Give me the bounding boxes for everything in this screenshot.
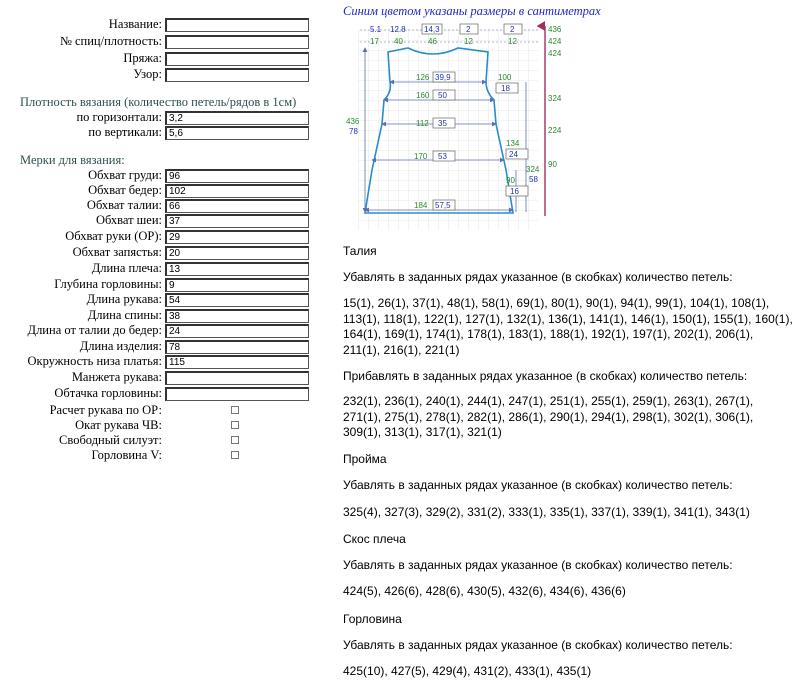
- instruction-values: 425(10), 427(5), 429(4), 431(2), 433(1), 435(1): [343, 664, 592, 678]
- shoulder-length-input[interactable]: 13: [165, 262, 309, 276]
- field-label: Длина от талии до бедер:: [27, 323, 162, 337]
- measure-row: [0, 245, 330, 260]
- stitch-label: 100: [498, 73, 512, 82]
- stitch-label: 126: [416, 73, 430, 82]
- sleeve-length-input[interactable]: 54: [165, 293, 309, 307]
- row-label: 324: [548, 94, 562, 103]
- field-label: Глубина горловины:: [54, 277, 162, 291]
- checkbox-row: [0, 448, 330, 463]
- hem-circumference-input[interactable]: 115: [165, 355, 309, 369]
- cm-label: 16: [510, 187, 519, 196]
- instruction-values: 325(4), 327(3), 329(2), 331(2), 333(1), 335(1), 337(1), 339(1), 341(1), 343(1): [343, 505, 750, 519]
- neckline-depth-input[interactable]: 9: [165, 278, 309, 292]
- measure-row: [0, 339, 330, 354]
- needles-input[interactable]: [165, 35, 309, 49]
- stitch-label: 134: [506, 139, 520, 148]
- row-label: 436: [548, 25, 562, 34]
- section-title-neckline: Горловина: [343, 612, 402, 626]
- waist-input[interactable]: 66: [165, 199, 309, 213]
- loose-fit-checkbox[interactable]: [231, 436, 239, 444]
- field-label: Обхват талии:: [86, 198, 162, 212]
- measure-row: [0, 354, 330, 369]
- instruction-text: Прибавлять в заданных рядах указанное (в скобках) количество петель:: [343, 369, 748, 383]
- field-yarn-row: [0, 51, 330, 66]
- stitch-label: 90: [506, 176, 515, 185]
- field-label: Обхват груди:: [88, 168, 162, 182]
- checkbox-row: [0, 433, 330, 448]
- field-label: Обхват руки (ОР):: [65, 229, 162, 243]
- density-horizontal-input[interactable]: 3,2: [165, 111, 309, 125]
- top-label: 12: [508, 37, 517, 46]
- measures-section-title: Мерки для вязания:: [20, 153, 125, 167]
- field-label: Обтачка горловины:: [54, 386, 162, 400]
- name-input[interactable]: [165, 18, 309, 32]
- sleeve-by-arm-checkbox[interactable]: [231, 406, 239, 414]
- dress-schematic: [338, 20, 568, 232]
- cm-label: 78: [349, 127, 358, 136]
- field-label: Пряжа:: [123, 51, 162, 65]
- row-label: 224: [548, 126, 562, 135]
- cm-label: 39,9: [435, 73, 451, 82]
- density-vertical-row: [0, 125, 330, 140]
- field-label: Свободный силуэт:: [59, 433, 162, 447]
- sleeve-cap-checkbox[interactable]: [231, 421, 239, 429]
- cm-label: 58: [529, 175, 538, 184]
- arm-input[interactable]: 29: [165, 230, 309, 244]
- field-label: Окружность низа платья:: [27, 354, 162, 368]
- measure-row: [0, 198, 330, 213]
- diagram-caption: Синим цветом указаны размеры в сантиметрах: [343, 4, 601, 18]
- stitch-label: 112: [416, 119, 429, 128]
- measure-row: [0, 277, 330, 292]
- cm-label: 35: [438, 119, 447, 128]
- field-pattern-row: [0, 67, 330, 82]
- instruction-values: 232(1), 236(1), 240(1), 244(1), 247(1), 251(1), 255(1), 259(1), 263(1), 267(1), 271(1), 275(1), 278(1), 282(1), 286(1), 290(1), 294(1), 298(1), 302(1), 306(1), 309(1), 313(1), 317(1), 321(1): [343, 394, 754, 439]
- pattern-input[interactable]: [165, 68, 309, 82]
- field-label: № спиц/плотность:: [59, 34, 162, 48]
- field-label: Длина изделия:: [79, 339, 162, 353]
- checkbox-row: [0, 403, 330, 418]
- top-label: 12.8: [390, 25, 406, 34]
- section-title-shoulder: Скос плеча: [343, 532, 406, 546]
- field-label: Окат рукава ЧВ:: [75, 418, 162, 432]
- cm-label: 50: [438, 91, 447, 100]
- hips-input[interactable]: 102: [165, 184, 309, 198]
- field-label: Название:: [108, 17, 162, 31]
- stitch-label: 324: [526, 165, 540, 174]
- neck-input[interactable]: 37: [165, 214, 309, 228]
- measure-row: [0, 386, 330, 401]
- field-needles-row: [0, 34, 330, 49]
- field-name-row: [0, 17, 330, 32]
- instruction-values: 424(5), 426(6), 428(6), 430(5), 432(6), 434(6), 436(6): [343, 584, 626, 598]
- row-label: 424: [548, 37, 562, 46]
- top-label: 40: [394, 37, 403, 46]
- density-section-title: Плотность вязания (количество петель/рядов в 1см): [20, 95, 297, 109]
- cm-label: 57,5: [435, 201, 451, 210]
- instruction-text: Убавлять в заданных рядах указанное (в скобках) количество петель:: [343, 638, 733, 652]
- field-label: Обхват запястья:: [72, 245, 162, 259]
- stitch-label: 160: [416, 91, 430, 100]
- top-label: 46: [428, 37, 437, 46]
- field-label: Манжета рукава:: [71, 370, 162, 384]
- stitch-label: 436: [346, 117, 360, 126]
- measure-row: [0, 168, 330, 183]
- field-label: Горловина V:: [91, 448, 162, 462]
- measure-row: [0, 213, 330, 228]
- instruction-values: 15(1), 26(1), 37(1), 48(1), 58(1), 69(1), 80(1), 90(1), 94(1), 99(1), 104(1), 108(1), 113(1), 118(1), 122(1), 127(1), 132(1), 136(1), 141(1), 146(1), 150(1), 155(1), 160(1), 164(1), 169(1), 174(1), 178(1), 183(1), 188(1), 192(1), 197(1), 202(1), 206(1), 211(1), 216(1), 221(1): [343, 296, 793, 357]
- measure-row: [0, 323, 330, 338]
- stitch-label: 170: [414, 152, 428, 161]
- measure-row: [0, 183, 330, 198]
- instruction-text: Убавлять в заданных рядах указанное (в скобках) количество петель:: [343, 478, 733, 492]
- instruction-text: Убавлять в заданных рядах указанное (в скобках) количество петель:: [343, 558, 733, 572]
- measure-row: [0, 370, 330, 385]
- back-length-input[interactable]: 38: [165, 309, 309, 323]
- field-label: Длина спины:: [87, 308, 162, 322]
- wrist-input[interactable]: 20: [165, 246, 309, 260]
- measure-row: [0, 261, 330, 276]
- field-label: Длина плеча:: [91, 261, 162, 275]
- field-label: Расчет рукава по ОР:: [49, 403, 162, 417]
- instruction-text: Убавлять в заданных рядах указанное (в скобках) количество петель:: [343, 270, 733, 284]
- field-label: Обхват бедер:: [88, 183, 162, 197]
- density-vertical-input[interactable]: 5,6: [165, 126, 309, 140]
- section-title-armhole: Пройма: [343, 452, 387, 466]
- top-label: 5.1: [370, 25, 382, 34]
- top-label: 12: [464, 37, 473, 46]
- stitch-label: 184: [414, 201, 428, 210]
- measure-row: [0, 292, 330, 307]
- row-label: 424: [548, 49, 562, 58]
- waist-hip-length-input[interactable]: 24: [165, 324, 309, 338]
- top-label: 2: [510, 25, 515, 34]
- field-label: Узор:: [133, 67, 162, 81]
- yarn-input[interactable]: [165, 52, 309, 66]
- v-neck-checkbox[interactable]: [231, 451, 239, 459]
- cm-label: 24: [509, 150, 518, 159]
- checkbox-row: [0, 418, 330, 433]
- cuff-input[interactable]: [165, 371, 309, 385]
- garment-length-input[interactable]: 78: [165, 340, 309, 354]
- field-label: по горизонтали:: [76, 110, 162, 124]
- measure-row: [0, 229, 330, 244]
- top-label: 2: [466, 25, 471, 34]
- field-label: Обхват шеи:: [95, 213, 162, 227]
- top-label: 14,3: [424, 25, 440, 34]
- chest-input[interactable]: 96: [165, 169, 309, 183]
- density-horizontal-row: [0, 110, 330, 125]
- neck-facing-input[interactable]: [165, 387, 309, 401]
- field-label: по вертикали:: [88, 125, 162, 139]
- cm-label: 53: [438, 152, 447, 161]
- field-label: Длина рукава:: [86, 292, 162, 306]
- stitch-label: 90: [548, 160, 557, 169]
- section-title-waist: Талия: [343, 244, 377, 258]
- top-label: 17: [370, 37, 379, 46]
- cm-label: 18: [501, 84, 510, 93]
- measure-row: [0, 308, 330, 323]
